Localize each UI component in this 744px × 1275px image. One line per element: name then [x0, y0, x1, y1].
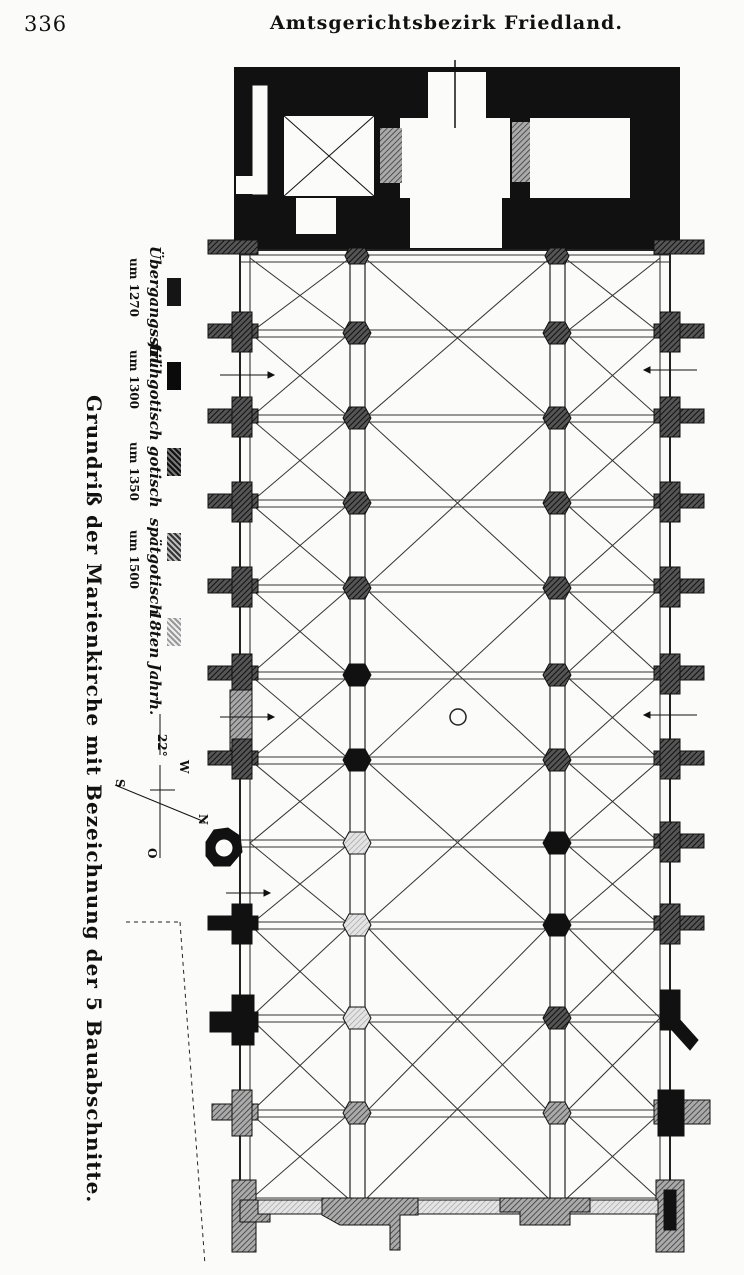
legend-label-1: Übergangsstil: [146, 246, 164, 364]
tower: [234, 60, 680, 249]
arcade-piers: [343, 248, 571, 1124]
legend-label-2: frühgotisch: [146, 343, 164, 441]
legend-date-2: um 1300: [127, 350, 141, 409]
entrance-arrows: [220, 367, 697, 896]
legend-label-5: 18ten Jahrh.: [146, 610, 164, 716]
nave-structure: [240, 250, 670, 1210]
buttresses-left: [206, 240, 270, 1252]
compass-label-n: N: [196, 814, 210, 825]
diagonal-ribs: [250, 258, 660, 1200]
compass-label-s: S: [113, 779, 127, 788]
legend-label-4: spätgotisch: [146, 518, 164, 616]
buttresses-right: [654, 240, 710, 1252]
legend-date-3: um 1350: [127, 442, 141, 501]
compass-rose: [115, 714, 205, 858]
compass-label-w: W: [177, 760, 191, 774]
legend-date-1: um 1270: [127, 258, 141, 317]
compass-label-o: O: [145, 848, 159, 859]
dashed-outline: [126, 922, 205, 1265]
compass-angle-label: 22°: [155, 734, 169, 757]
figure-caption: Grundriß der Marienkirche mit Bezeichnung der 5 Bauabschnitte.: [82, 395, 106, 1204]
running-head: Amtsgerichtsbezirk Friedland.: [270, 12, 623, 34]
page-number: 336: [24, 12, 68, 36]
west-wall: [258, 1198, 658, 1250]
vault-ribs: [240, 255, 670, 1205]
keystone-boss: [450, 709, 466, 725]
legend-date-4: um 1500: [127, 530, 141, 589]
legend-label-3: gotisch: [146, 446, 164, 508]
